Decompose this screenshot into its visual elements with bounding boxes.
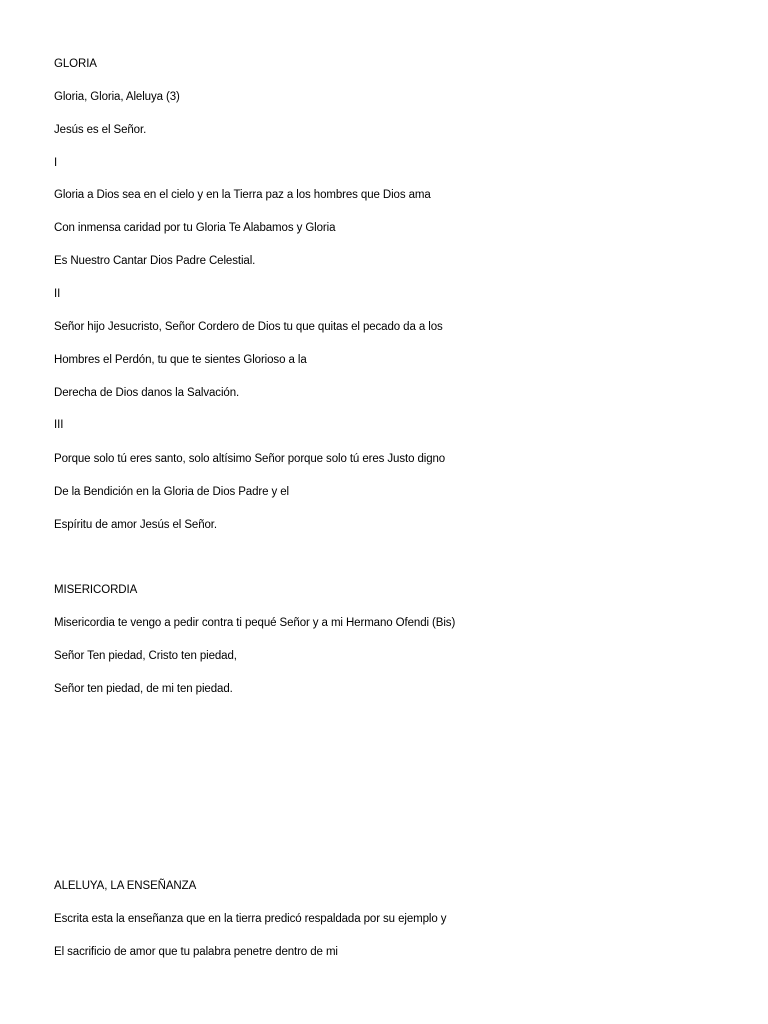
section-numeral: I <box>54 157 58 169</box>
text-line: Con inmensa caridad por tu Gloria Te Alabamos y Gloria <box>54 222 336 234</box>
text-line: Jesús es el Señor. <box>54 124 147 136</box>
section-numeral: II <box>54 288 61 300</box>
text-line: Gloria a Dios sea en el cielo y en la Tierra paz a los hombres que Dios ama <box>54 189 431 201</box>
text-line: Misericordia te vengo a pedir contra ti pequé Señor y a mi Hermano Ofendi (Bis) <box>54 617 456 629</box>
text-line: Es Nuestro Cantar Dios Padre Celestial. <box>54 255 256 267</box>
gloria-heading: GLORIA <box>54 58 97 70</box>
text-line: El sacrificio de amor que tu palabra penetre dentro de mi <box>54 946 338 958</box>
text-line: Porque solo tú eres santo, solo altísimo Señor porque solo tú eres Justo digno <box>54 453 446 465</box>
text-line: Espíritu de amor Jesús el Señor. <box>54 519 217 531</box>
text-line: Señor Ten piedad, Cristo ten piedad, <box>54 650 237 662</box>
misericordia-heading: MISERICORDIA <box>54 584 138 596</box>
text-line: Derecha de Dios danos la Salvación. <box>54 387 240 399</box>
text-line: Hombres el Perdón, tu que te sientes Glorioso a la <box>54 354 307 366</box>
text-line: De la Bendición en la Gloria de Dios Padre y el <box>54 486 290 498</box>
text-line: Señor ten piedad, de mi ten piedad. <box>54 683 233 695</box>
text-line: Señor hijo Jesucristo, Señor Cordero de Dios tu que quitas el pecado da a los <box>54 321 443 333</box>
text-line: Gloria, Gloria, Aleluya (3) <box>54 91 180 103</box>
text-line: Escrita esta la enseñanza que en la tierra predicó respaldada por su ejemplo y <box>54 913 447 925</box>
aleluya-heading: ALELUYA, LA ENSEÑANZA <box>54 880 197 892</box>
section-numeral: III <box>54 419 64 431</box>
